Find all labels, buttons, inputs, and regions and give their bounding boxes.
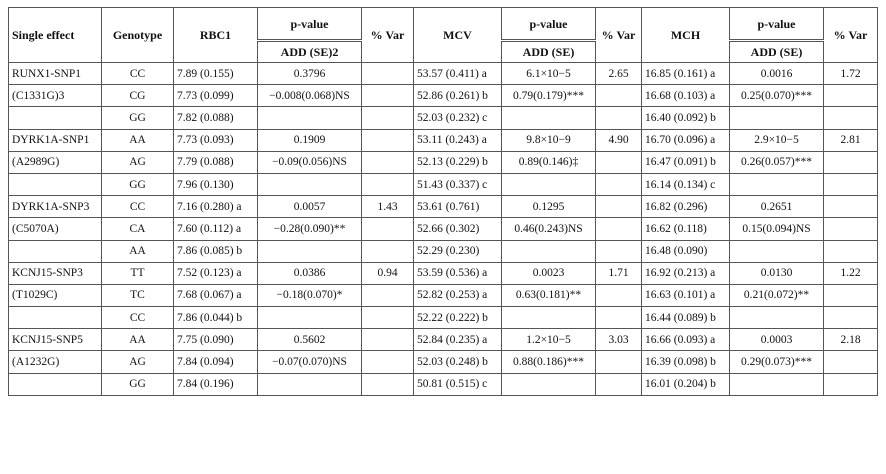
cell-p-value-mch bbox=[730, 107, 824, 129]
cell-p-value-rbc: 0.0386 bbox=[258, 262, 362, 284]
cell-p-value-mch bbox=[730, 240, 824, 262]
table-row bbox=[9, 307, 878, 329]
cell-p-value-mcv: 0.89(0.146)‡ bbox=[502, 151, 596, 173]
cell-p-value-mch: 0.15(0.094)NS bbox=[730, 218, 824, 240]
table-row bbox=[9, 240, 878, 262]
cell-pct-var-mcv bbox=[596, 196, 642, 218]
cell-p-value-mch: 0.29(0.073)*** bbox=[730, 351, 824, 373]
cell-p-value-mcv: 9.8×10−9 bbox=[502, 129, 596, 151]
cell-p-value-rbc bbox=[258, 373, 362, 395]
cell-p-value-rbc: 0.5602 bbox=[258, 329, 362, 351]
table-row bbox=[9, 329, 878, 351]
cell-pct-var-mcv bbox=[596, 85, 642, 107]
cell-rbc1: 7.16 (0.280) a bbox=[174, 196, 258, 218]
cell-genotype: AG bbox=[102, 151, 174, 173]
cell-pct-var-mcv bbox=[596, 107, 642, 129]
cell-mch: 16.48 (0.090) bbox=[642, 240, 730, 262]
cell-p-value-rbc bbox=[258, 173, 362, 195]
cell-mcv: 52.03 (0.248) b bbox=[414, 351, 502, 373]
cell-single-effect: KCNJ15-SNP5 bbox=[9, 329, 102, 351]
cell-p-value-mcv bbox=[502, 240, 596, 262]
cell-p-value-mcv bbox=[502, 173, 596, 195]
cell-genotype: TC bbox=[102, 284, 174, 306]
cell-single-effect: KCNJ15-SNP3 bbox=[9, 262, 102, 284]
cell-mcv: 52.84 (0.235) a bbox=[414, 329, 502, 351]
table-row bbox=[9, 218, 878, 240]
cell-genotype: AG bbox=[102, 351, 174, 373]
cell-p-value-mcv: 0.0023 bbox=[502, 262, 596, 284]
cell-p-value-rbc: −0.008(0.068)NS bbox=[258, 85, 362, 107]
cell-rbc1: 7.86 (0.044) b bbox=[174, 307, 258, 329]
cell-p-value-mcv: 0.46(0.243)NS bbox=[502, 218, 596, 240]
cell-pct-var-mch bbox=[824, 173, 878, 195]
cell-genotype: AA bbox=[102, 240, 174, 262]
cell-pct-var-mcv: 3.03 bbox=[596, 329, 642, 351]
table-row bbox=[9, 129, 878, 151]
header-rbc1: RBC1 bbox=[174, 8, 258, 63]
cell-pct-var-mcv bbox=[596, 351, 642, 373]
header-mch: MCH bbox=[642, 8, 730, 63]
cell-p-value-mch: 0.2651 bbox=[730, 196, 824, 218]
cell-single-effect bbox=[9, 107, 102, 129]
cell-p-value-mcv: 6.1×10−5 bbox=[502, 63, 596, 85]
cell-mcv: 52.13 (0.229) b bbox=[414, 151, 502, 173]
cell-p-value-mcv bbox=[502, 373, 596, 395]
cell-p-value-mcv bbox=[502, 307, 596, 329]
cell-pct-var-mcv bbox=[596, 307, 642, 329]
header-add-se-mcv: ADD (SE) bbox=[502, 41, 596, 63]
cell-pct-var-mcv bbox=[596, 151, 642, 173]
header-p-value-mch: p-value bbox=[730, 8, 824, 41]
cell-rbc1: 7.82 (0.088) bbox=[174, 107, 258, 129]
cell-genotype: CG bbox=[102, 85, 174, 107]
cell-single-effect: RUNX1-SNP1 bbox=[9, 63, 102, 85]
cell-mch: 16.85 (0.161) a bbox=[642, 63, 730, 85]
cell-mcv: 52.03 (0.232) c bbox=[414, 107, 502, 129]
cell-p-value-rbc: 0.0057 bbox=[258, 196, 362, 218]
cell-genotype: GG bbox=[102, 373, 174, 395]
cell-genotype: CC bbox=[102, 63, 174, 85]
cell-pct-var-rbc: 0.94 bbox=[362, 262, 414, 284]
cell-single-effect: (C1331G)3 bbox=[9, 85, 102, 107]
header-p-value-rbc: p-value bbox=[258, 8, 362, 41]
cell-p-value-mcv: 0.1295 bbox=[502, 196, 596, 218]
cell-mch: 16.68 (0.103) a bbox=[642, 85, 730, 107]
cell-pct-var-mcv bbox=[596, 218, 642, 240]
cell-pct-var-mch bbox=[824, 107, 878, 129]
cell-rbc1: 7.89 (0.155) bbox=[174, 63, 258, 85]
cell-pct-var-mch: 1.72 bbox=[824, 63, 878, 85]
cell-mcv: 52.29 (0.230) bbox=[414, 240, 502, 262]
results-table bbox=[8, 7, 878, 396]
cell-mcv: 53.57 (0.411) a bbox=[414, 63, 502, 85]
cell-p-value-rbc: −0.28(0.090)** bbox=[258, 218, 362, 240]
cell-single-effect bbox=[9, 307, 102, 329]
cell-rbc1: 7.73 (0.093) bbox=[174, 129, 258, 151]
header-genotype: Genotype bbox=[102, 8, 174, 63]
cell-pct-var-mcv: 4.90 bbox=[596, 129, 642, 151]
cell-mch: 16.01 (0.204) b bbox=[642, 373, 730, 395]
cell-p-value-mch: 0.0003 bbox=[730, 329, 824, 351]
cell-genotype: GG bbox=[102, 107, 174, 129]
cell-p-value-mch: 0.25(0.070)*** bbox=[730, 85, 824, 107]
cell-p-value-mcv bbox=[502, 107, 596, 129]
cell-rbc1: 7.73 (0.099) bbox=[174, 85, 258, 107]
table-row bbox=[9, 284, 878, 306]
table-row bbox=[9, 373, 878, 395]
cell-mch: 16.66 (0.093) a bbox=[642, 329, 730, 351]
cell-pct-var-rbc bbox=[362, 107, 414, 129]
cell-pct-var-rbc bbox=[362, 218, 414, 240]
cell-genotype: AA bbox=[102, 329, 174, 351]
cell-mcv: 52.66 (0.302) bbox=[414, 218, 502, 240]
cell-pct-var-rbc bbox=[362, 85, 414, 107]
cell-pct-var-mch bbox=[824, 284, 878, 306]
table-row bbox=[9, 196, 878, 218]
cell-pct-var-mch bbox=[824, 307, 878, 329]
cell-pct-var-mch bbox=[824, 85, 878, 107]
cell-p-value-mch bbox=[730, 173, 824, 195]
cell-pct-var-mcv bbox=[596, 373, 642, 395]
cell-pct-var-mcv bbox=[596, 173, 642, 195]
header-add-se2: ADD (SE)2 bbox=[258, 41, 362, 63]
cell-genotype: CC bbox=[102, 196, 174, 218]
cell-rbc1: 7.52 (0.123) a bbox=[174, 262, 258, 284]
cell-genotype: CC bbox=[102, 307, 174, 329]
table-row bbox=[9, 173, 878, 195]
cell-rbc1: 7.96 (0.130) bbox=[174, 173, 258, 195]
cell-genotype: AA bbox=[102, 129, 174, 151]
cell-pct-var-rbc bbox=[362, 129, 414, 151]
table-row bbox=[9, 107, 878, 129]
cell-mch: 16.14 (0.134) c bbox=[642, 173, 730, 195]
cell-p-value-rbc: 0.1909 bbox=[258, 129, 362, 151]
cell-rbc1: 7.86 (0.085) b bbox=[174, 240, 258, 262]
cell-mcv: 53.61 (0.761) bbox=[414, 196, 502, 218]
cell-rbc1: 7.84 (0.196) bbox=[174, 373, 258, 395]
cell-pct-var-mcv: 1.71 bbox=[596, 262, 642, 284]
cell-p-value-rbc: 0.3796 bbox=[258, 63, 362, 85]
cell-mch: 16.40 (0.092) b bbox=[642, 107, 730, 129]
cell-p-value-rbc: −0.07(0.070)NS bbox=[258, 351, 362, 373]
cell-rbc1: 7.79 (0.088) bbox=[174, 151, 258, 173]
cell-rbc1: 7.75 (0.090) bbox=[174, 329, 258, 351]
cell-mch: 16.63 (0.101) a bbox=[642, 284, 730, 306]
cell-mch: 16.44 (0.089) b bbox=[642, 307, 730, 329]
cell-pct-var-mch bbox=[824, 351, 878, 373]
table-row bbox=[9, 262, 878, 284]
cell-pct-var-rbc bbox=[362, 373, 414, 395]
cell-pct-var-mch bbox=[824, 218, 878, 240]
cell-p-value-mch: 0.0016 bbox=[730, 63, 824, 85]
cell-genotype: CA bbox=[102, 218, 174, 240]
cell-single-effect: (T1029C) bbox=[9, 284, 102, 306]
cell-p-value-rbc bbox=[258, 240, 362, 262]
cell-genotype: GG bbox=[102, 173, 174, 195]
cell-p-value-rbc: −0.18(0.070)* bbox=[258, 284, 362, 306]
cell-mcv: 50.81 (0.515) c bbox=[414, 373, 502, 395]
cell-pct-var-rbc bbox=[362, 240, 414, 262]
cell-pct-var-rbc bbox=[362, 351, 414, 373]
cell-mcv: 51.43 (0.337) c bbox=[414, 173, 502, 195]
cell-single-effect: (A2989G) bbox=[9, 151, 102, 173]
cell-pct-var-rbc bbox=[362, 284, 414, 306]
cell-pct-var-rbc bbox=[362, 151, 414, 173]
cell-p-value-mch bbox=[730, 307, 824, 329]
cell-single-effect: DYRK1A-SNP1 bbox=[9, 129, 102, 151]
table-body bbox=[9, 63, 878, 396]
table-row bbox=[9, 151, 878, 173]
cell-pct-var-mch bbox=[824, 240, 878, 262]
cell-p-value-rbc bbox=[258, 107, 362, 129]
cell-genotype: TT bbox=[102, 262, 174, 284]
cell-pct-var-mch: 2.81 bbox=[824, 129, 878, 151]
table-row bbox=[9, 85, 878, 107]
cell-p-value-mch bbox=[730, 373, 824, 395]
cell-mch: 16.62 (0.118) bbox=[642, 218, 730, 240]
cell-pct-var-rbc bbox=[362, 329, 414, 351]
header-p-value-mcv: p-value bbox=[502, 8, 596, 41]
cell-pct-var-rbc: 1.43 bbox=[362, 196, 414, 218]
table-row bbox=[9, 351, 878, 373]
cell-rbc1: 7.60 (0.112) a bbox=[174, 218, 258, 240]
cell-mcv: 53.59 (0.536) a bbox=[414, 262, 502, 284]
cell-mcv: 52.22 (0.222) b bbox=[414, 307, 502, 329]
cell-pct-var-mcv bbox=[596, 284, 642, 306]
cell-single-effect: DYRK1A-SNP3 bbox=[9, 196, 102, 218]
cell-pct-var-rbc bbox=[362, 173, 414, 195]
cell-p-value-mcv: 1.2×10−5 bbox=[502, 329, 596, 351]
cell-p-value-mch: 0.0130 bbox=[730, 262, 824, 284]
cell-mcv: 53.11 (0.243) a bbox=[414, 129, 502, 151]
cell-p-value-mch: 0.26(0.057)*** bbox=[730, 151, 824, 173]
table-row bbox=[9, 63, 878, 85]
cell-mch: 16.82 (0.296) bbox=[642, 196, 730, 218]
cell-pct-var-rbc bbox=[362, 307, 414, 329]
cell-mch: 16.92 (0.213) a bbox=[642, 262, 730, 284]
cell-single-effect: (A1232G) bbox=[9, 351, 102, 373]
cell-pct-var-mch bbox=[824, 151, 878, 173]
cell-mcv: 52.82 (0.253) a bbox=[414, 284, 502, 306]
cell-mch: 16.70 (0.096) a bbox=[642, 129, 730, 151]
cell-p-value-mcv: 0.88(0.186)*** bbox=[502, 351, 596, 373]
cell-pct-var-rbc bbox=[362, 63, 414, 85]
cell-single-effect: (C5070A) bbox=[9, 218, 102, 240]
cell-p-value-rbc: −0.09(0.056)NS bbox=[258, 151, 362, 173]
header-mcv: MCV bbox=[414, 8, 502, 63]
header-pct-var-rbc: % Var bbox=[362, 8, 414, 63]
cell-pct-var-mch: 1.22 bbox=[824, 262, 878, 284]
cell-pct-var-mch bbox=[824, 373, 878, 395]
cell-p-value-mch: 2.9×10−5 bbox=[730, 129, 824, 151]
header-pct-var-mch: % Var bbox=[824, 8, 878, 63]
cell-single-effect bbox=[9, 240, 102, 262]
cell-p-value-rbc bbox=[258, 307, 362, 329]
cell-mch: 16.39 (0.098) b bbox=[642, 351, 730, 373]
header-add-se-mch: ADD (SE) bbox=[730, 41, 824, 63]
cell-pct-var-mch bbox=[824, 196, 878, 218]
cell-pct-var-mch: 2.18 bbox=[824, 329, 878, 351]
cell-pct-var-mcv bbox=[596, 240, 642, 262]
cell-p-value-mch: 0.21(0.072)** bbox=[730, 284, 824, 306]
cell-single-effect bbox=[9, 373, 102, 395]
cell-p-value-mcv: 0.63(0.181)** bbox=[502, 284, 596, 306]
header-pct-var-mcv: % Var bbox=[596, 8, 642, 63]
header-single-effect: Single effect bbox=[9, 8, 102, 63]
cell-single-effect bbox=[9, 173, 102, 195]
cell-p-value-mcv: 0.79(0.179)*** bbox=[502, 85, 596, 107]
cell-rbc1: 7.68 (0.067) a bbox=[174, 284, 258, 306]
cell-mcv: 52.86 (0.261) b bbox=[414, 85, 502, 107]
cell-rbc1: 7.84 (0.094) bbox=[174, 351, 258, 373]
cell-pct-var-mcv: 2.65 bbox=[596, 63, 642, 85]
cell-mch: 16.47 (0.091) b bbox=[642, 151, 730, 173]
